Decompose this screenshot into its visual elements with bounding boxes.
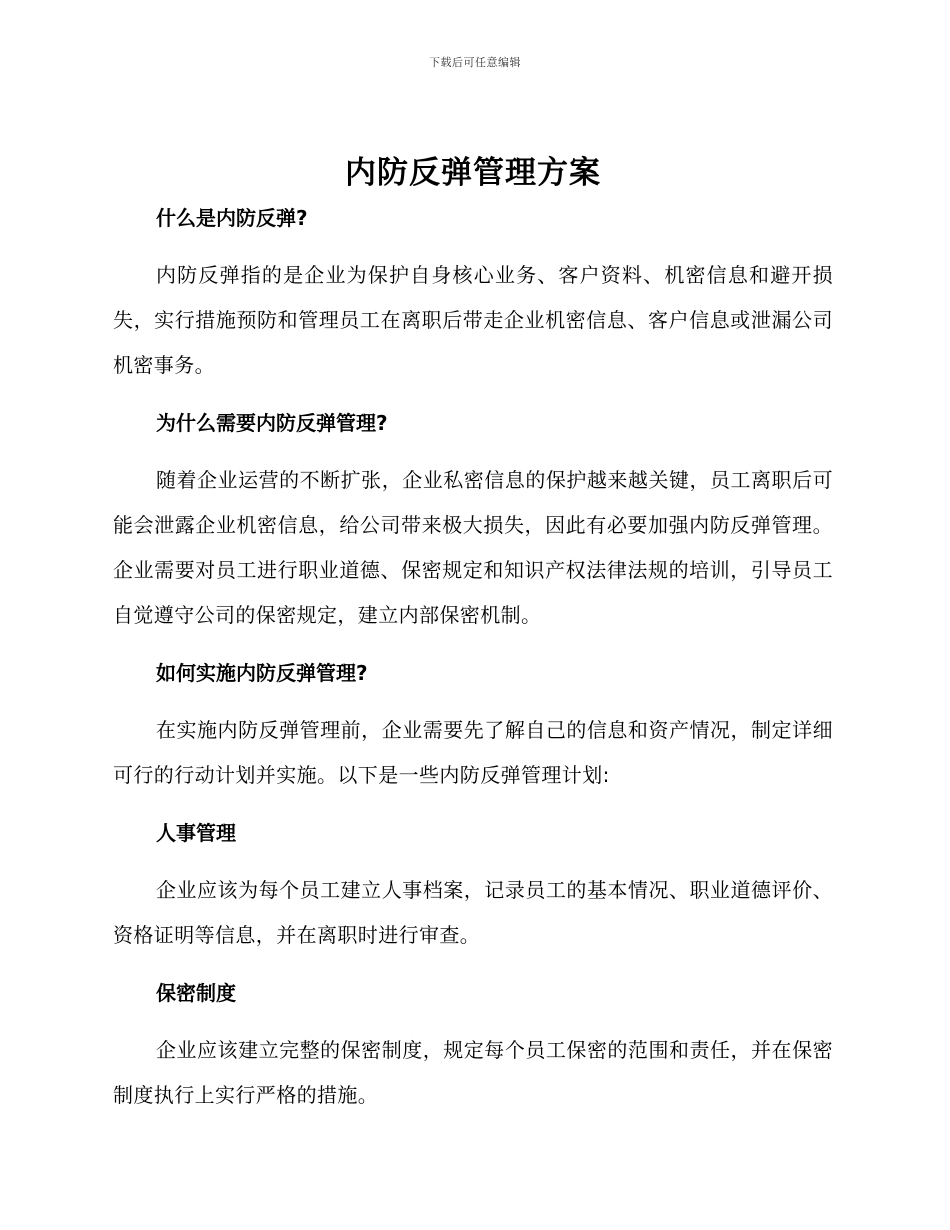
section-how-to-implement — [113, 651, 833, 811]
section-personnel-management — [113, 811, 833, 971]
section-confidentiality-system — [113, 971, 833, 1118]
section-heading: 保密制度 — [156, 981, 236, 1005]
section-paragraph: 在实施内防反弹管理前，企业需要先了解自己的信息和资产情况，制定详细可行的行动计划并实施。以下是一些内防反弹管理计划: — [113, 718, 833, 787]
section-heading: 为什么需要内防反弹管理? — [156, 411, 388, 435]
section-what-is — [113, 196, 833, 401]
document-title: 内防反弹管理方案 — [345, 155, 601, 191]
page-header-note: 下载后可任意编辑 — [429, 56, 521, 69]
section-why-needed — [113, 401, 833, 651]
section-paragraph: 随着企业运营的不断扩张，企业私密信息的保护越来越关键，员工离职后可能会泄露企业机密信息，给公司带来极大损失，因此有必要加强内防反弹管理。企业需要对员工进行职业道德、保密规定和知识产权法律法规的培训，引导员工自觉遵守公司的保密规定，建立内部保密机制。 — [113, 468, 833, 627]
section-heading: 什么是内防反弹? — [156, 206, 308, 230]
section-paragraph: 企业应该为每个员工建立人事档案，记录员工的基本情况、职业道德评价、资格证明等信息，并在离职时进行审查。 — [113, 878, 833, 947]
section-paragraph: 内防反弹指的是企业为保护自身核心业务、客户资料、机密信息和避开损失，实行措施预防和管理员工在离职后带走企业机密信息、客户信息或泄漏公司机密事务。 — [113, 263, 833, 377]
section-paragraph: 企业应该建立完整的保密制度，规定每个员工保密的范围和责任，并在保密制度执行上实行严格的措施。 — [113, 1038, 833, 1107]
section-heading: 如何实施内防反弹管理? — [156, 661, 368, 685]
document-body — [113, 150, 833, 1118]
section-heading: 人事管理 — [156, 821, 236, 845]
